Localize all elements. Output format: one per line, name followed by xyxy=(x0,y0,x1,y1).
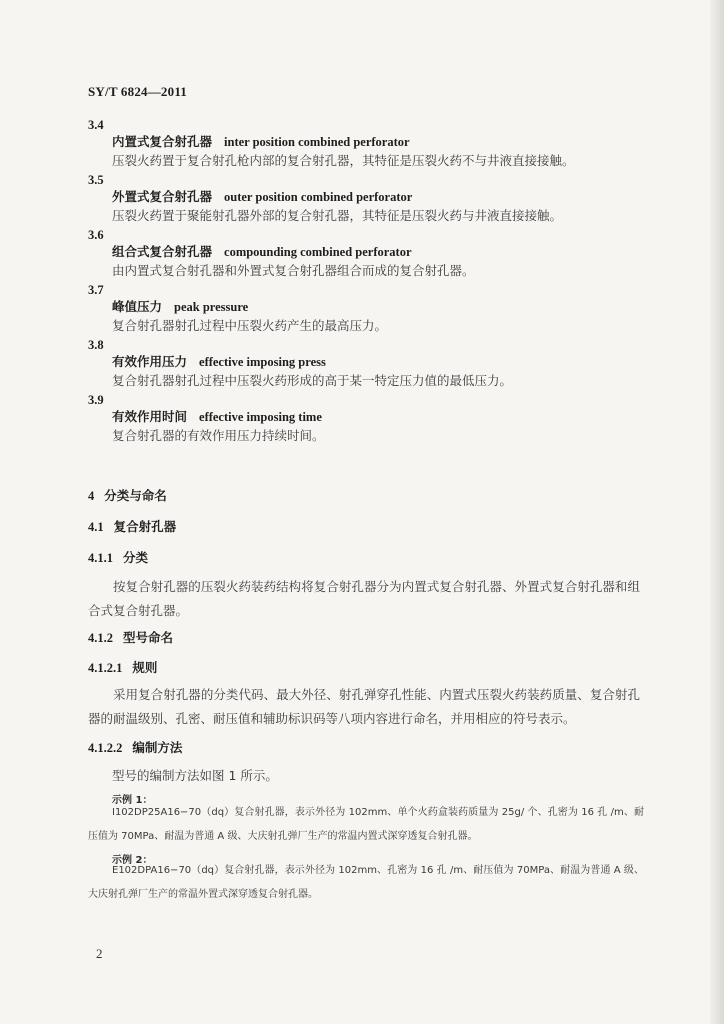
naming-rule-paragraph: 采用复合射孔器的分类代码、最大外径、射孔弹穿孔性能、内置式压裂火药装药质量、复合射孔器的耐温级别、孔密、耐压值和辅助标识码等八项内容进行命名，并用相应的符号表示。 xyxy=(88,687,640,726)
section-4-1-2-2-heading xyxy=(88,738,182,756)
term-en: compounding combined perforator xyxy=(224,245,412,259)
term-en: effective imposing time xyxy=(199,410,322,424)
section-4-heading xyxy=(88,486,167,504)
term-title xyxy=(112,188,648,206)
clause-number: 3.6 xyxy=(88,228,104,242)
term-title xyxy=(112,353,648,371)
standard-code-header: SY/T 6824—2011 xyxy=(88,84,187,99)
example-2-text: E102DPA16−70（dq）复合射孔器，表示外径为 102mm、孔密为 16 孔 /m、耐压值为 70MPa、耐温为普通 A 级、大庆射孔弹厂生产的常温外置式深穿透复合射孔器。 xyxy=(88,865,644,900)
term-3-5 xyxy=(88,172,648,225)
term-cn: 组合式复合射孔器 xyxy=(112,244,213,259)
term-3-4 xyxy=(88,117,648,170)
section-number: 4.1 xyxy=(88,520,104,534)
term-cn: 峰值压力 xyxy=(112,299,163,314)
term-definition: 压裂火药置于聚能射孔器外部的复合射孔器，其特征是压裂火药与井液直接接触。 xyxy=(112,208,563,223)
term-title xyxy=(112,298,648,316)
section-title: 分类 xyxy=(123,550,149,565)
classification-paragraph: 按复合射孔器的压裂火药装药结构将复合射孔器分为内置式复合射孔器、外置式复合射孔器和组合式复合射孔器。 xyxy=(88,579,640,618)
example-2-label: 示例 2： xyxy=(112,855,153,866)
terms-list xyxy=(88,117,648,447)
term-definition: 复合射孔器的有效作用压力持续时间。 xyxy=(112,428,325,443)
compilation-method-text: 型号的编制方法如图 1 所示。 xyxy=(112,768,278,783)
clause-number: 3.4 xyxy=(88,118,104,132)
term-title xyxy=(112,133,648,151)
clause-number: 3.9 xyxy=(88,393,104,407)
section-title: 编制方法 xyxy=(132,740,183,755)
term-en: peak pressure xyxy=(174,300,249,314)
term-cn: 内置式复合射孔器 xyxy=(112,134,213,149)
section-number: 4.1.2 xyxy=(88,631,113,645)
page-number: 2 xyxy=(96,946,103,961)
section-title: 型号命名 xyxy=(123,630,174,645)
term-definition: 由内置式复合射孔器和外置式复合射孔器组合而成的复合射孔器。 xyxy=(112,263,475,278)
section-number: 4 xyxy=(88,489,95,503)
section-4-1-heading xyxy=(88,517,176,535)
section-title: 分类与命名 xyxy=(104,488,167,503)
term-title xyxy=(112,408,648,426)
page-edge-shadow xyxy=(710,0,724,1024)
term-3-9 xyxy=(88,392,648,445)
term-3-6 xyxy=(88,227,648,280)
term-en: effective imposing press xyxy=(199,355,326,369)
term-3-7 xyxy=(88,282,648,335)
clause-number: 3.5 xyxy=(88,173,104,187)
term-3-8 xyxy=(88,337,648,390)
term-title xyxy=(112,243,648,261)
term-cn: 有效作用时间 xyxy=(112,409,188,424)
term-en: inter position combined perforator xyxy=(224,135,410,149)
section-title: 规则 xyxy=(132,660,158,675)
section-title: 复合射孔器 xyxy=(113,519,177,534)
section-number: 4.1.2.1 xyxy=(88,661,123,675)
term-en: outer position combined perforator xyxy=(224,190,413,204)
section-number: 4.1.2.2 xyxy=(88,741,123,755)
term-definition: 复合射孔器射孔过程中压裂火药形成的高于某一特定压力值的最低压力。 xyxy=(112,373,513,388)
clause-number: 3.8 xyxy=(88,338,104,352)
term-definition: 压裂火药置于复合射孔枪内部的复合射孔器，其特征是压裂火药不与井液直接接触。 xyxy=(112,153,575,168)
example-1-text: I102DP25A16−70（dq）复合射孔器，表示外径为 102mm、单个火药盒装药质量为 25g/ 个、孔密为 16 孔 /m、耐压值为 70MPa、耐温为普通 A 级、大庆射孔弹厂生产的常温内置式深穿透复合射孔器。 xyxy=(88,807,644,842)
section-number: 4.1.1 xyxy=(88,551,113,565)
term-cn: 外置式复合射孔器 xyxy=(112,189,213,204)
example-1-label: 示例 1： xyxy=(112,795,153,806)
section-4-1-1-heading xyxy=(88,548,148,566)
clause-number: 3.7 xyxy=(88,283,104,297)
term-cn: 有效作用压力 xyxy=(112,354,188,369)
term-definition: 复合射孔器射孔过程中压裂火药产生的最高压力。 xyxy=(112,318,388,333)
section-4-1-2-heading xyxy=(88,628,173,646)
section-4-1-2-1-heading xyxy=(88,658,157,676)
